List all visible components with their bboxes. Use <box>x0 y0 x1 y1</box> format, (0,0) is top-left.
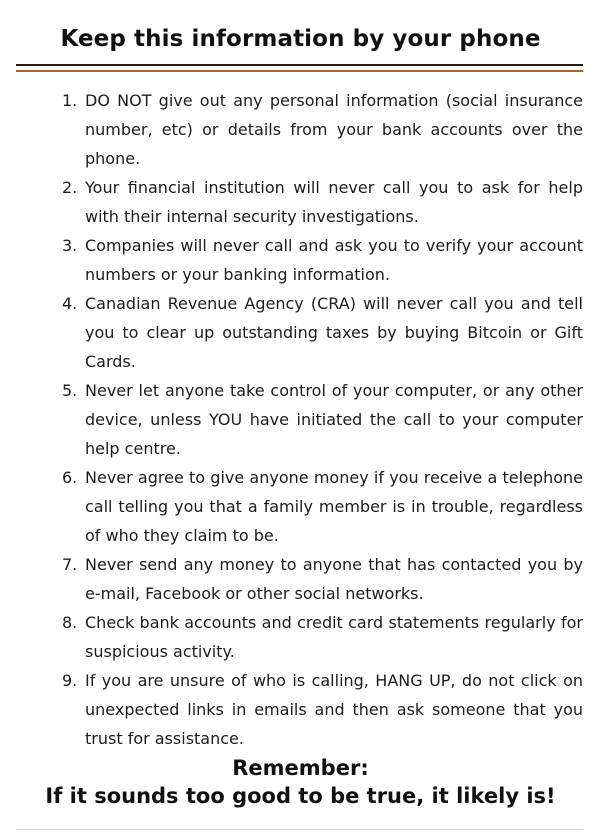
closing-tagline: If it sounds too good to be true, it likely is! <box>45 784 556 808</box>
list-item <box>62 608 583 666</box>
page-title: Keep this information by your phone <box>60 26 541 52</box>
item-number: 8. <box>62 613 78 632</box>
remember-heading: Remember: <box>232 756 369 780</box>
item-text: DO NOT give out any personal information (social insurance number, etc) or details from your bank accounts over the phone. <box>85 91 583 168</box>
list-item <box>62 550 583 608</box>
item-number: 9. <box>62 671 78 690</box>
header-divider-accent <box>16 70 583 72</box>
item-number: 1. <box>62 91 78 110</box>
list-item <box>62 289 583 376</box>
list-item <box>62 666 583 753</box>
safety-tips-list <box>62 86 583 753</box>
item-text: Check bank accounts and credit card statements regularly for suspicious activity. <box>85 613 583 661</box>
list-item <box>62 376 583 463</box>
item-text: Never agree to give anyone money if you receive a telephone call telling you that a family member is in trouble, regardless of who they claim to be. <box>85 468 583 545</box>
header-divider-dark <box>16 64 583 66</box>
item-text: Never let anyone take control of your computer, or any other device, unless YOU have initiated the call to your computer help centre. <box>85 381 583 458</box>
list-item <box>62 231 583 289</box>
item-number: 5. <box>62 381 78 400</box>
item-number: 7. <box>62 555 78 574</box>
item-text: Your financial institution will never call you to ask for help with their internal security investigations. <box>85 178 583 226</box>
item-number: 4. <box>62 294 78 313</box>
item-number: 2. <box>62 178 78 197</box>
item-text: Canadian Revenue Agency (CRA) will never call you and tell you to clear up outstanding taxes by buying Bitcoin or Gift Cards. <box>85 294 583 371</box>
list-item <box>62 86 583 173</box>
item-text: Companies will never call and ask you to verify your account numbers or your banking information. <box>85 236 583 284</box>
bottom-edge-line <box>16 829 583 830</box>
list-item <box>62 173 583 231</box>
item-number: 3. <box>62 236 78 255</box>
item-text: Never send any money to anyone that has contacted you by e-mail, Facebook or other social networks. <box>85 555 583 603</box>
list-item <box>62 463 583 550</box>
item-number: 6. <box>62 468 78 487</box>
item-text: If you are unsure of who is calling, HANG UP, do not click on unexpected links in emails and then ask someone that you trust for assistance. <box>85 671 583 748</box>
